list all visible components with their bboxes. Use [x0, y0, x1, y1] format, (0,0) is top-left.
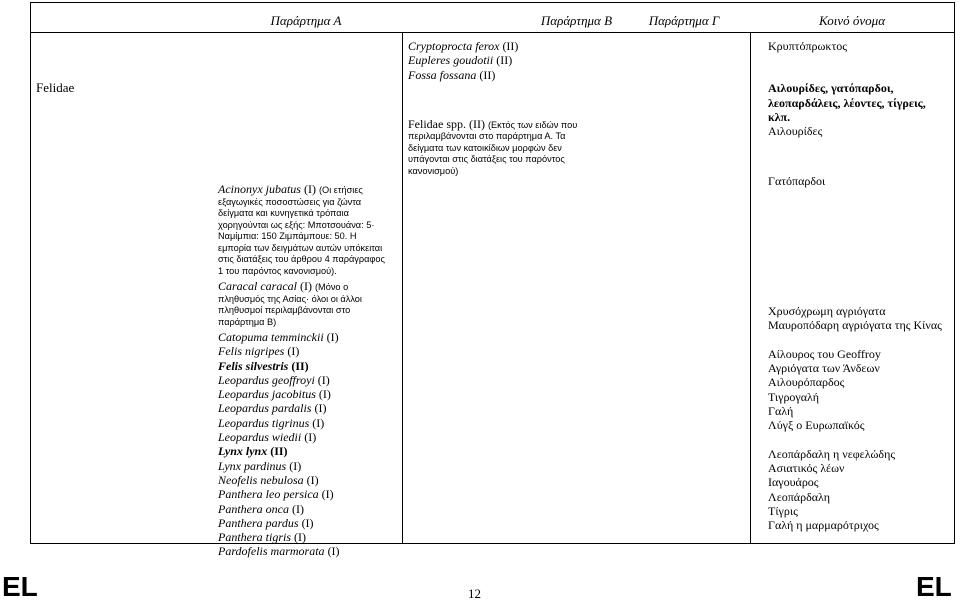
- species-entry: [218, 473, 396, 487]
- species-note-line: (Εκτός των ειδών που: [487, 119, 578, 130]
- species-status: (II): [291, 358, 309, 373]
- species-name: Leopardus geoffroyi: [218, 372, 315, 387]
- header-divider: [30, 32, 955, 33]
- species-note-line: χορηγούνται ως εξής: Μποτσουάνα: 5·: [218, 219, 375, 230]
- species-entry: [218, 344, 396, 358]
- species-name: Lynx lynx: [218, 444, 268, 459]
- species-note-line: πληθυσμοί περιλαμβάνονται στο: [218, 305, 351, 315]
- species-name: Acinonyx jubatus: [218, 182, 301, 196]
- species-entry: [408, 53, 598, 67]
- species-status: (I): [321, 487, 334, 502]
- species-entry: [218, 401, 396, 415]
- common-name: Γαλή η μαρμαρότριχος: [768, 518, 879, 533]
- species-entry-acinonyx: [218, 182, 396, 197]
- species-name: Leopardus jacobitus: [218, 387, 316, 402]
- page-number: 12: [468, 586, 481, 601]
- common-name: Αγριόγατα των Άνδεων: [768, 360, 880, 375]
- species-note-line: παράρτημα Β): [218, 316, 277, 327]
- species-status: (I): [300, 279, 312, 293]
- species-status: (II): [479, 67, 496, 82]
- species-entry: [218, 459, 396, 473]
- species-entry: [218, 330, 396, 344]
- common-name: Κρυπτόπρωκτος: [768, 39, 848, 53]
- species-status: (II): [502, 39, 519, 53]
- species-name: Felis silvestris: [218, 358, 289, 373]
- species-status: (I): [326, 330, 339, 344]
- species-status: (I): [301, 515, 314, 530]
- species-entry: [218, 502, 396, 516]
- species-entry: [218, 530, 396, 544]
- species-status: (I): [287, 344, 300, 359]
- common-name: Χρυσόχρωμη αγριόγατα: [768, 303, 886, 318]
- common-name: Τίγρις: [768, 503, 798, 518]
- species-entry: [218, 544, 396, 558]
- species-name: Leopardus tigrinus: [218, 415, 310, 430]
- species-status: (I): [314, 401, 327, 416]
- header-appendix-c: Παράρτημα Γ: [648, 13, 720, 28]
- species-status: (I): [306, 472, 319, 487]
- species-entry-caracal: [218, 279, 396, 294]
- common-name: Αιλουρίδες: [768, 124, 823, 139]
- common-name-group: κλπ.: [768, 109, 791, 124]
- species-note-line: κανονισμού): [408, 165, 459, 176]
- common-name: Ιαγουάρος: [768, 475, 819, 490]
- species-note-line: δείγματα και κυνηγετικά τρόπαια: [218, 208, 349, 218]
- species-entry: [218, 373, 396, 387]
- species-name: Panthera pardus: [218, 515, 299, 530]
- species-note-line: εξαγωγικές ποσοστώσεις για ζώντα: [218, 196, 362, 207]
- species-entry-felidae-spp: [408, 117, 598, 132]
- species-name: Leopardus pardalis: [218, 401, 312, 416]
- column-divider-a-b: [402, 32, 403, 544]
- species-status: (I): [312, 415, 325, 430]
- species-entry: [218, 430, 396, 444]
- species-note-caracal: [218, 294, 396, 329]
- common-name-column: [768, 39, 953, 533]
- language-code-right: EL: [916, 571, 952, 602]
- species-name: Felis nigripes: [218, 344, 285, 359]
- species-status: (I): [303, 182, 316, 196]
- species-entry: [218, 516, 396, 530]
- species-note-line: πληθυσμός της Ασίας· όλοι οι άλλοι: [218, 293, 362, 304]
- species-note-line: εμπορία των δειγμάτων αυτών υπόκειται: [218, 242, 383, 253]
- common-name: Λύγξ ο Ευρωπαϊκός: [768, 418, 865, 433]
- column-divider-c-d: [750, 32, 751, 544]
- species-name: Panthera tigris: [218, 530, 292, 545]
- header-appendix-b: Παράρτημα Β: [540, 13, 613, 28]
- species-entry: [408, 68, 598, 82]
- species-name: Leopardus wiedii: [218, 430, 302, 445]
- common-name: Αίλουρος του Geoffroy: [768, 346, 881, 361]
- common-name-group: λεοπαρδάλεις, λέοντες, τίγρεις,: [768, 95, 926, 110]
- header-appendix-a: Παράρτημα Α: [270, 13, 342, 28]
- species-entry: [218, 416, 396, 430]
- common-name: Γατόπαρδοι: [768, 174, 826, 189]
- common-name: Λεοπάρδαλη η νεφελώδης: [768, 446, 896, 461]
- species-entry: [218, 444, 396, 458]
- species-entry: [218, 387, 396, 401]
- species-name: Cryptoprocta ferox: [408, 39, 500, 53]
- species-name: Eupleres goudotii: [408, 53, 494, 68]
- family-name: Felidae: [36, 80, 75, 95]
- species-name: Caracal caracal: [218, 279, 297, 293]
- language-code-left: EL: [2, 571, 38, 602]
- species-status: (II): [496, 53, 513, 68]
- species-name: Fossa fossana: [408, 67, 477, 82]
- species-entry: [218, 359, 396, 373]
- species-list-appendix-a: [218, 330, 396, 559]
- appendix-b-column: [408, 39, 598, 179]
- common-name: Τιγρογαλή: [768, 389, 820, 404]
- species-status: (I): [317, 372, 330, 387]
- common-name: Γαλή: [768, 403, 794, 418]
- species-entry: [408, 39, 598, 53]
- species-status: (I): [327, 544, 340, 559]
- species-note-acinonyx: [218, 197, 396, 278]
- species-name: Panthera leo persica: [218, 487, 319, 502]
- species-note-line: 1 του παρόντος κανονισμού).: [218, 265, 337, 276]
- species-name: Pardofelis marmorata: [218, 544, 325, 559]
- species-note-line: δείγματα των κατοικίδιων μορφών δεν: [408, 142, 562, 153]
- common-name: Λεοπάρδαλη: [768, 489, 831, 504]
- species-name: Neofelis nebulosa: [218, 472, 304, 487]
- species-note-line: υπάγονται στις διατάξεις του παρόντος: [408, 154, 565, 165]
- species-entry: [218, 487, 396, 501]
- species-note-line: περιλαμβάνονται στο παράρτημα Α. Τα: [408, 131, 566, 142]
- common-name-group: Αιλουρίδες, γατόπαρδοι,: [768, 81, 894, 96]
- species-status: (I): [289, 458, 302, 473]
- species-name: Felidae spp.: [408, 116, 466, 131]
- species-name: Panthera onca: [218, 501, 289, 516]
- species-status: (I): [304, 430, 317, 445]
- header-common-name: Κοινό όνομα: [818, 13, 886, 28]
- species-note-line: (Οι ετήσιες: [318, 185, 363, 195]
- species-status: (I): [294, 530, 307, 545]
- common-name: Μαυροπόδαρη αγριόγατα της Κίνας: [768, 318, 942, 333]
- common-name-list: [768, 304, 953, 533]
- species-name: Catopuma temminckii: [218, 330, 324, 344]
- common-name: Αιλουρόπαρδος: [768, 375, 845, 390]
- species-status: (I): [292, 501, 304, 516]
- species-note-felidae: [408, 131, 598, 177]
- species-status: (I): [318, 387, 331, 402]
- common-name: Ασιατικός λέων: [768, 461, 845, 476]
- species-status: (II): [270, 444, 288, 459]
- species-note-line: Ναμίμπια: 150 Ζιμπάμπουε: 50. Η: [218, 231, 357, 241]
- appendix-a-column: [218, 182, 396, 559]
- species-name: Lynx pardinus: [218, 458, 287, 473]
- species-note-line: (Μόνο ο: [315, 282, 349, 292]
- species-note-line: στις διατάξεις του άρθρου 4 παράγραφος: [218, 254, 385, 264]
- species-status: (II): [469, 116, 485, 131]
